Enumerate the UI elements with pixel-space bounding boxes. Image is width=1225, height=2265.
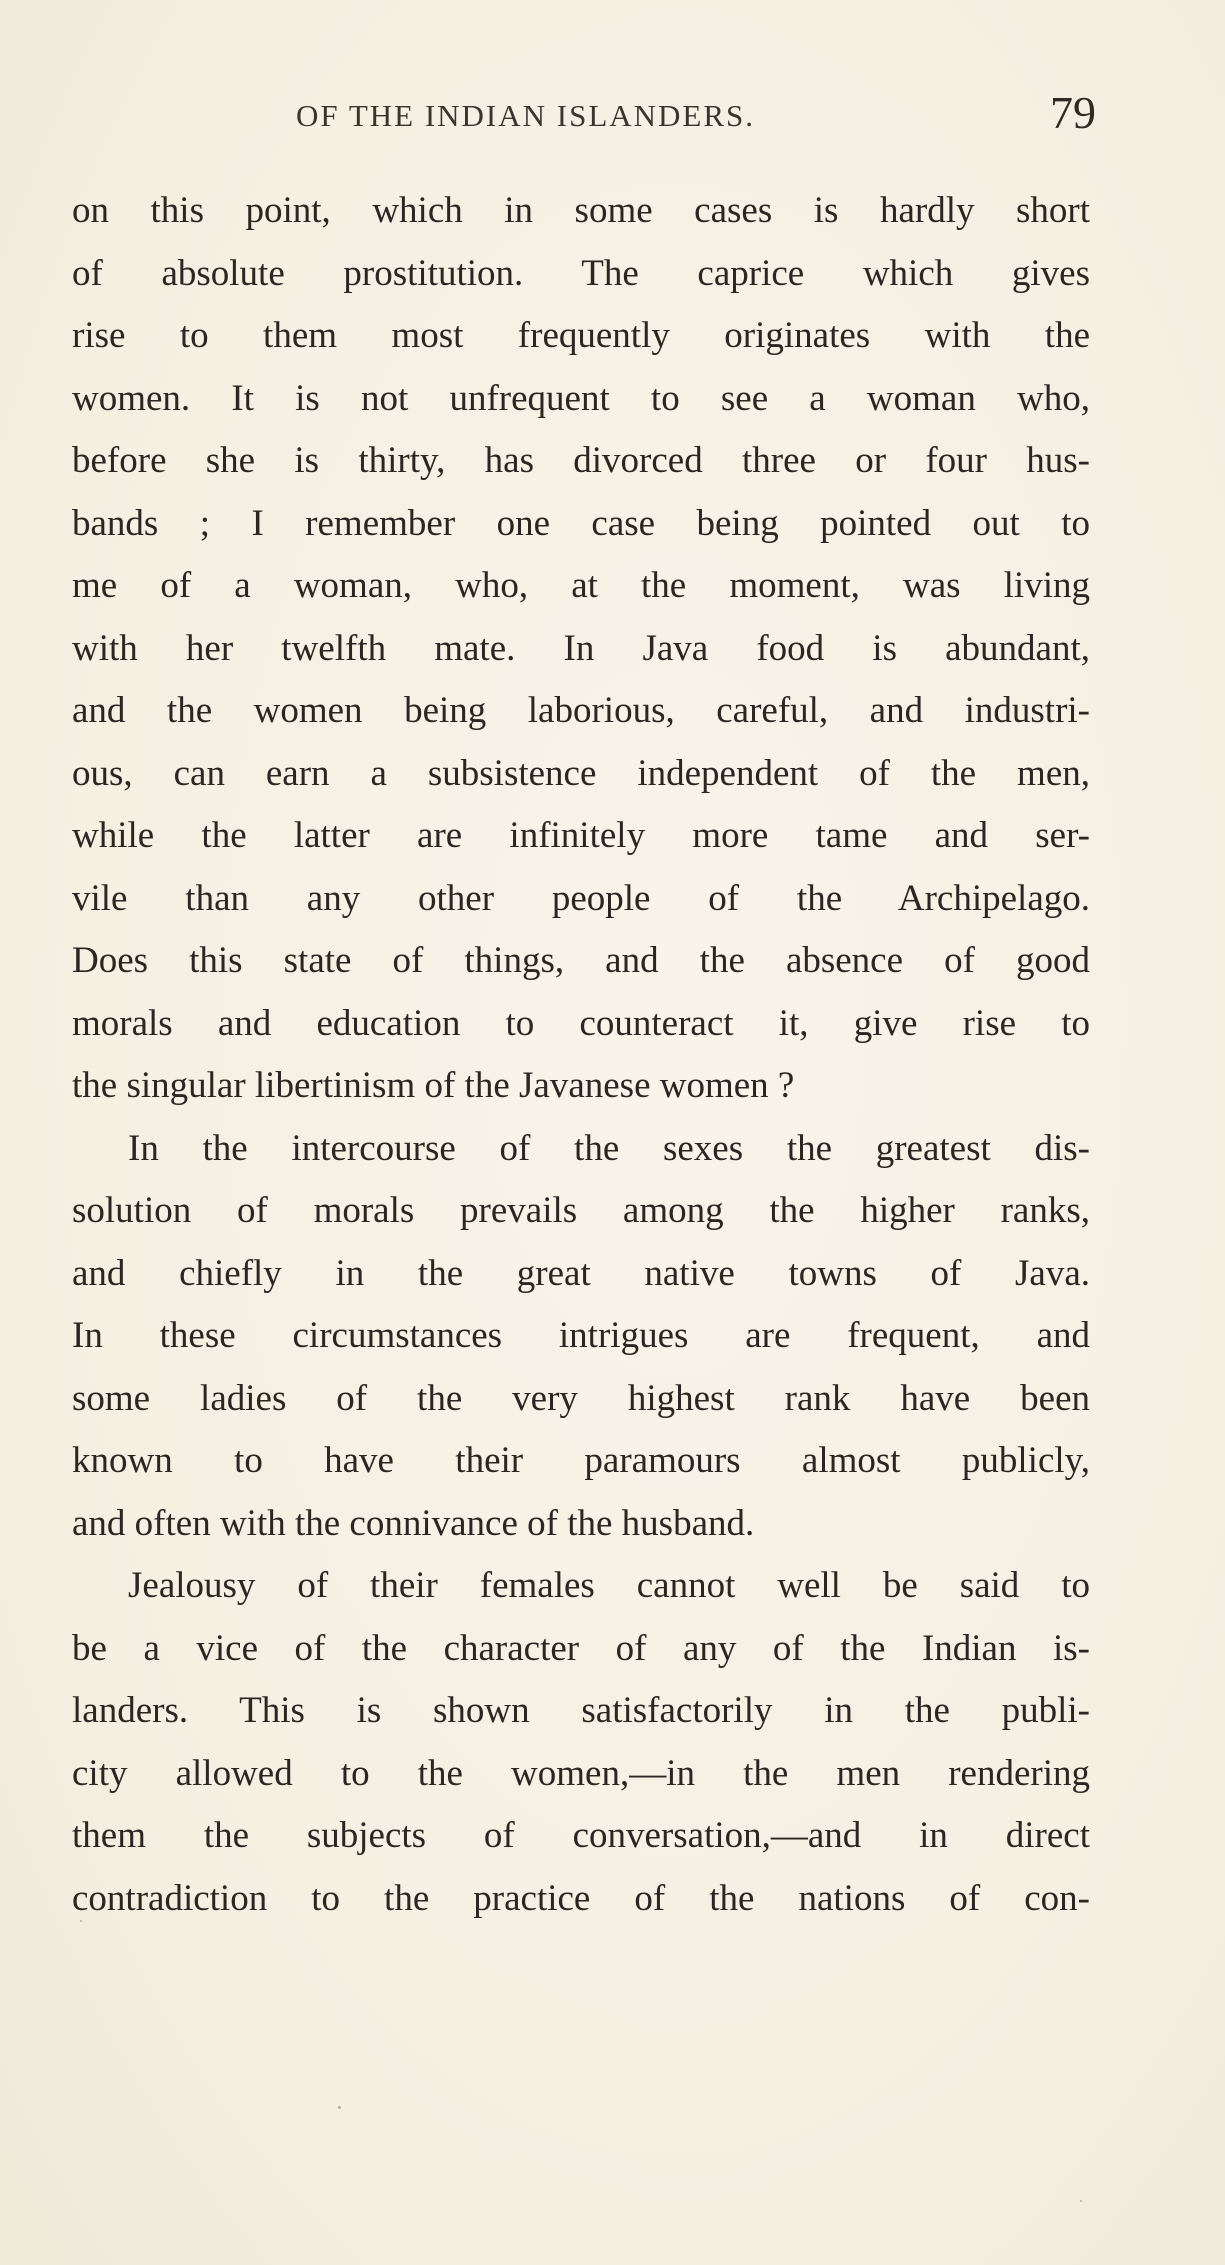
text-line: In these circumstances intrigues are frequent, and bbox=[72, 1315, 1090, 1356]
text-line: solution of morals prevails among the higher ranks, bbox=[72, 1190, 1090, 1231]
body-text bbox=[72, 180, 1090, 1930]
text-line: me of a woman, who, at the moment, was living bbox=[72, 565, 1090, 606]
text-line: with her twelfth mate. In Java food is abundant, bbox=[72, 627, 1090, 669]
text-line: Jealousy of their females cannot well be said to bbox=[128, 1565, 1090, 1606]
text-line: and the women being laborious, careful, and industri- bbox=[72, 690, 1090, 731]
paper-speck bbox=[338, 2106, 341, 2109]
text-line: of absolute prostitution. The caprice which gives bbox=[72, 252, 1090, 294]
text-line: the singular libertinism of the Javanese women ? bbox=[72, 1065, 795, 1106]
text-line: morals and education to counteract it, give rise to bbox=[72, 1002, 1090, 1044]
text-line: Does this state of things, and the absence of good bbox=[72, 940, 1090, 981]
text-line: In the intercourse of the sexes the greatest dis- bbox=[128, 1127, 1090, 1169]
text-line: bands ; I remember one case being pointed out to bbox=[72, 502, 1090, 544]
text-line: before she is thirty, has divorced three or four hus- bbox=[72, 440, 1090, 481]
text-line: and often with the connivance of the husband. bbox=[72, 1502, 755, 1544]
text-line: city allowed to the women,—in the men rendering bbox=[72, 1752, 1090, 1794]
text-line: landers. This is shown satisfactorily in the publi- bbox=[72, 1690, 1090, 1731]
text-line: women. It is not unfrequent to see a woman who, bbox=[72, 377, 1090, 419]
text-line: them the subjects of conversation,—and in direct bbox=[72, 1815, 1090, 1856]
text-line: some ladies of the very highest rank have been bbox=[72, 1377, 1090, 1419]
text-line: vile than any other people of the Archipelago. bbox=[72, 877, 1090, 919]
text-line: contradiction to the practice of the nations of con- bbox=[72, 1877, 1090, 1919]
page-number: 79 bbox=[1050, 87, 1096, 138]
text-line: ous, can earn a subsistence independent of the men, bbox=[72, 752, 1090, 794]
text-line: while the latter are infinitely more tame and ser- bbox=[72, 815, 1090, 856]
text-line: rise to them most frequently originates with the bbox=[72, 315, 1090, 356]
paper-speck bbox=[80, 1920, 82, 1922]
text-line: known to have their paramours almost publicly, bbox=[72, 1440, 1090, 1481]
running-head: OF THE INDIAN ISLANDERS. bbox=[296, 98, 756, 133]
text-line: be a vice of the character of any of the Indian is- bbox=[72, 1627, 1090, 1669]
paper-speck bbox=[1080, 2200, 1082, 2202]
text-line: on this point, which in some cases is hardly short bbox=[72, 190, 1090, 231]
page-header bbox=[296, 87, 1096, 142]
text-line: and chiefly in the great native towns of Java. bbox=[72, 1252, 1090, 1294]
